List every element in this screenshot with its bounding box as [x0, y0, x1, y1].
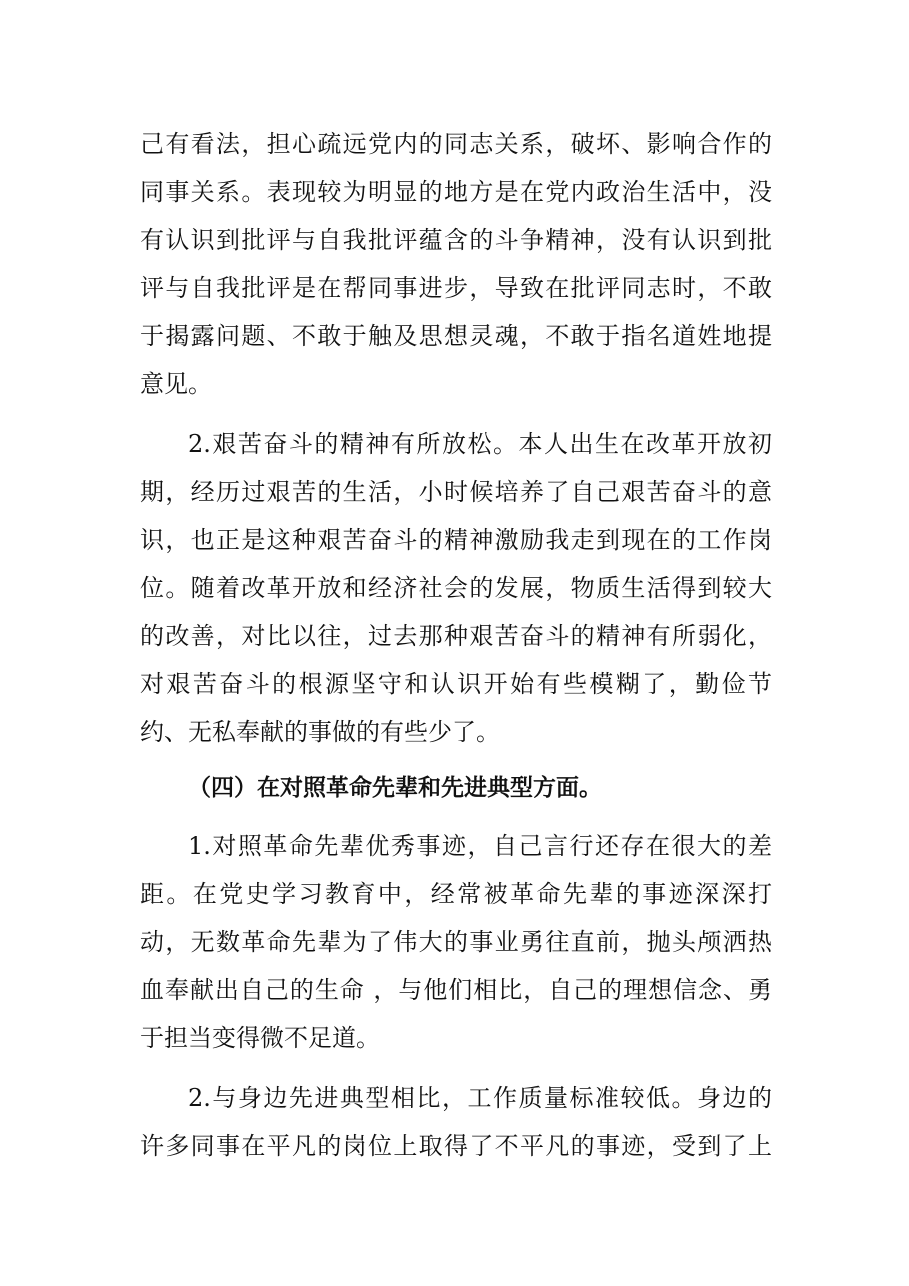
paragraph-line: 对艰苦奋斗的根源坚守和认识开始有些模糊了，勤俭节: [140, 670, 772, 698]
paragraph-line: 识，也正是这种艰苦奋斗的精神激励我走到现在的工作岗: [140, 526, 772, 554]
paragraph-line: 评与自我批评是在帮同事进步，导致在批评同志时，不敢: [140, 274, 772, 302]
paragraph-line: 距。在党史学习教育中，经常被革命先辈的事迹深深打: [140, 880, 772, 908]
paragraph-line: 血奉献出自己的生命 ，与他们相比，自己的理想信念、勇: [140, 976, 772, 1004]
paragraph-line: 于担当变得微不足道。: [140, 1024, 380, 1052]
section-heading: （四）在对照革命先辈和先进典型方面。: [188, 775, 602, 801]
paragraph-line: 约、无私奉献的事做的有些少了。: [140, 718, 500, 746]
paragraph-line: 许多同事在平凡的岗位上取得了不平凡的事迹，受到了上: [140, 1132, 772, 1160]
paragraph-line: 位。随着改革开放和经济社会的发展，物质生活得到较大: [140, 574, 772, 602]
paragraph-line: 2.艰苦奋斗的精神有所放松。本人出生在改革开放初: [188, 430, 772, 458]
paragraph-line: 同事关系。表现较为明显的地方是在党内政治生活中，没: [140, 178, 772, 206]
paragraph-line: 于揭露问题、不敢于触及思想灵魂，不敢于指名道姓地提: [140, 322, 772, 350]
paragraph-line: 1.对照革命先辈优秀事迹，自己言行还存在很大的差: [188, 832, 772, 860]
paragraph-line: 2.与身边先进典型相比，工作质量标准较低。身边的: [188, 1084, 772, 1112]
paragraph-line: 期，经历过艰苦的生活，小时候培养了自己艰苦奋斗的意: [140, 478, 772, 506]
paragraph-line: 有认识到批评与自我批评蕴含的斗争精神，没有认识到批: [140, 226, 772, 254]
paragraph-line: 意见。: [140, 370, 212, 398]
paragraph-line: 己有看法，担心疏远党内的同志关系，破坏、影响合作的: [140, 130, 772, 158]
paragraph-line: 动，无数革命先辈为了伟大的事业勇往直前，抛头颅洒热: [140, 928, 772, 956]
paragraph-line: 的改善，对比以往，过去那种艰苦奋斗的精神有所弱化，: [140, 622, 772, 650]
